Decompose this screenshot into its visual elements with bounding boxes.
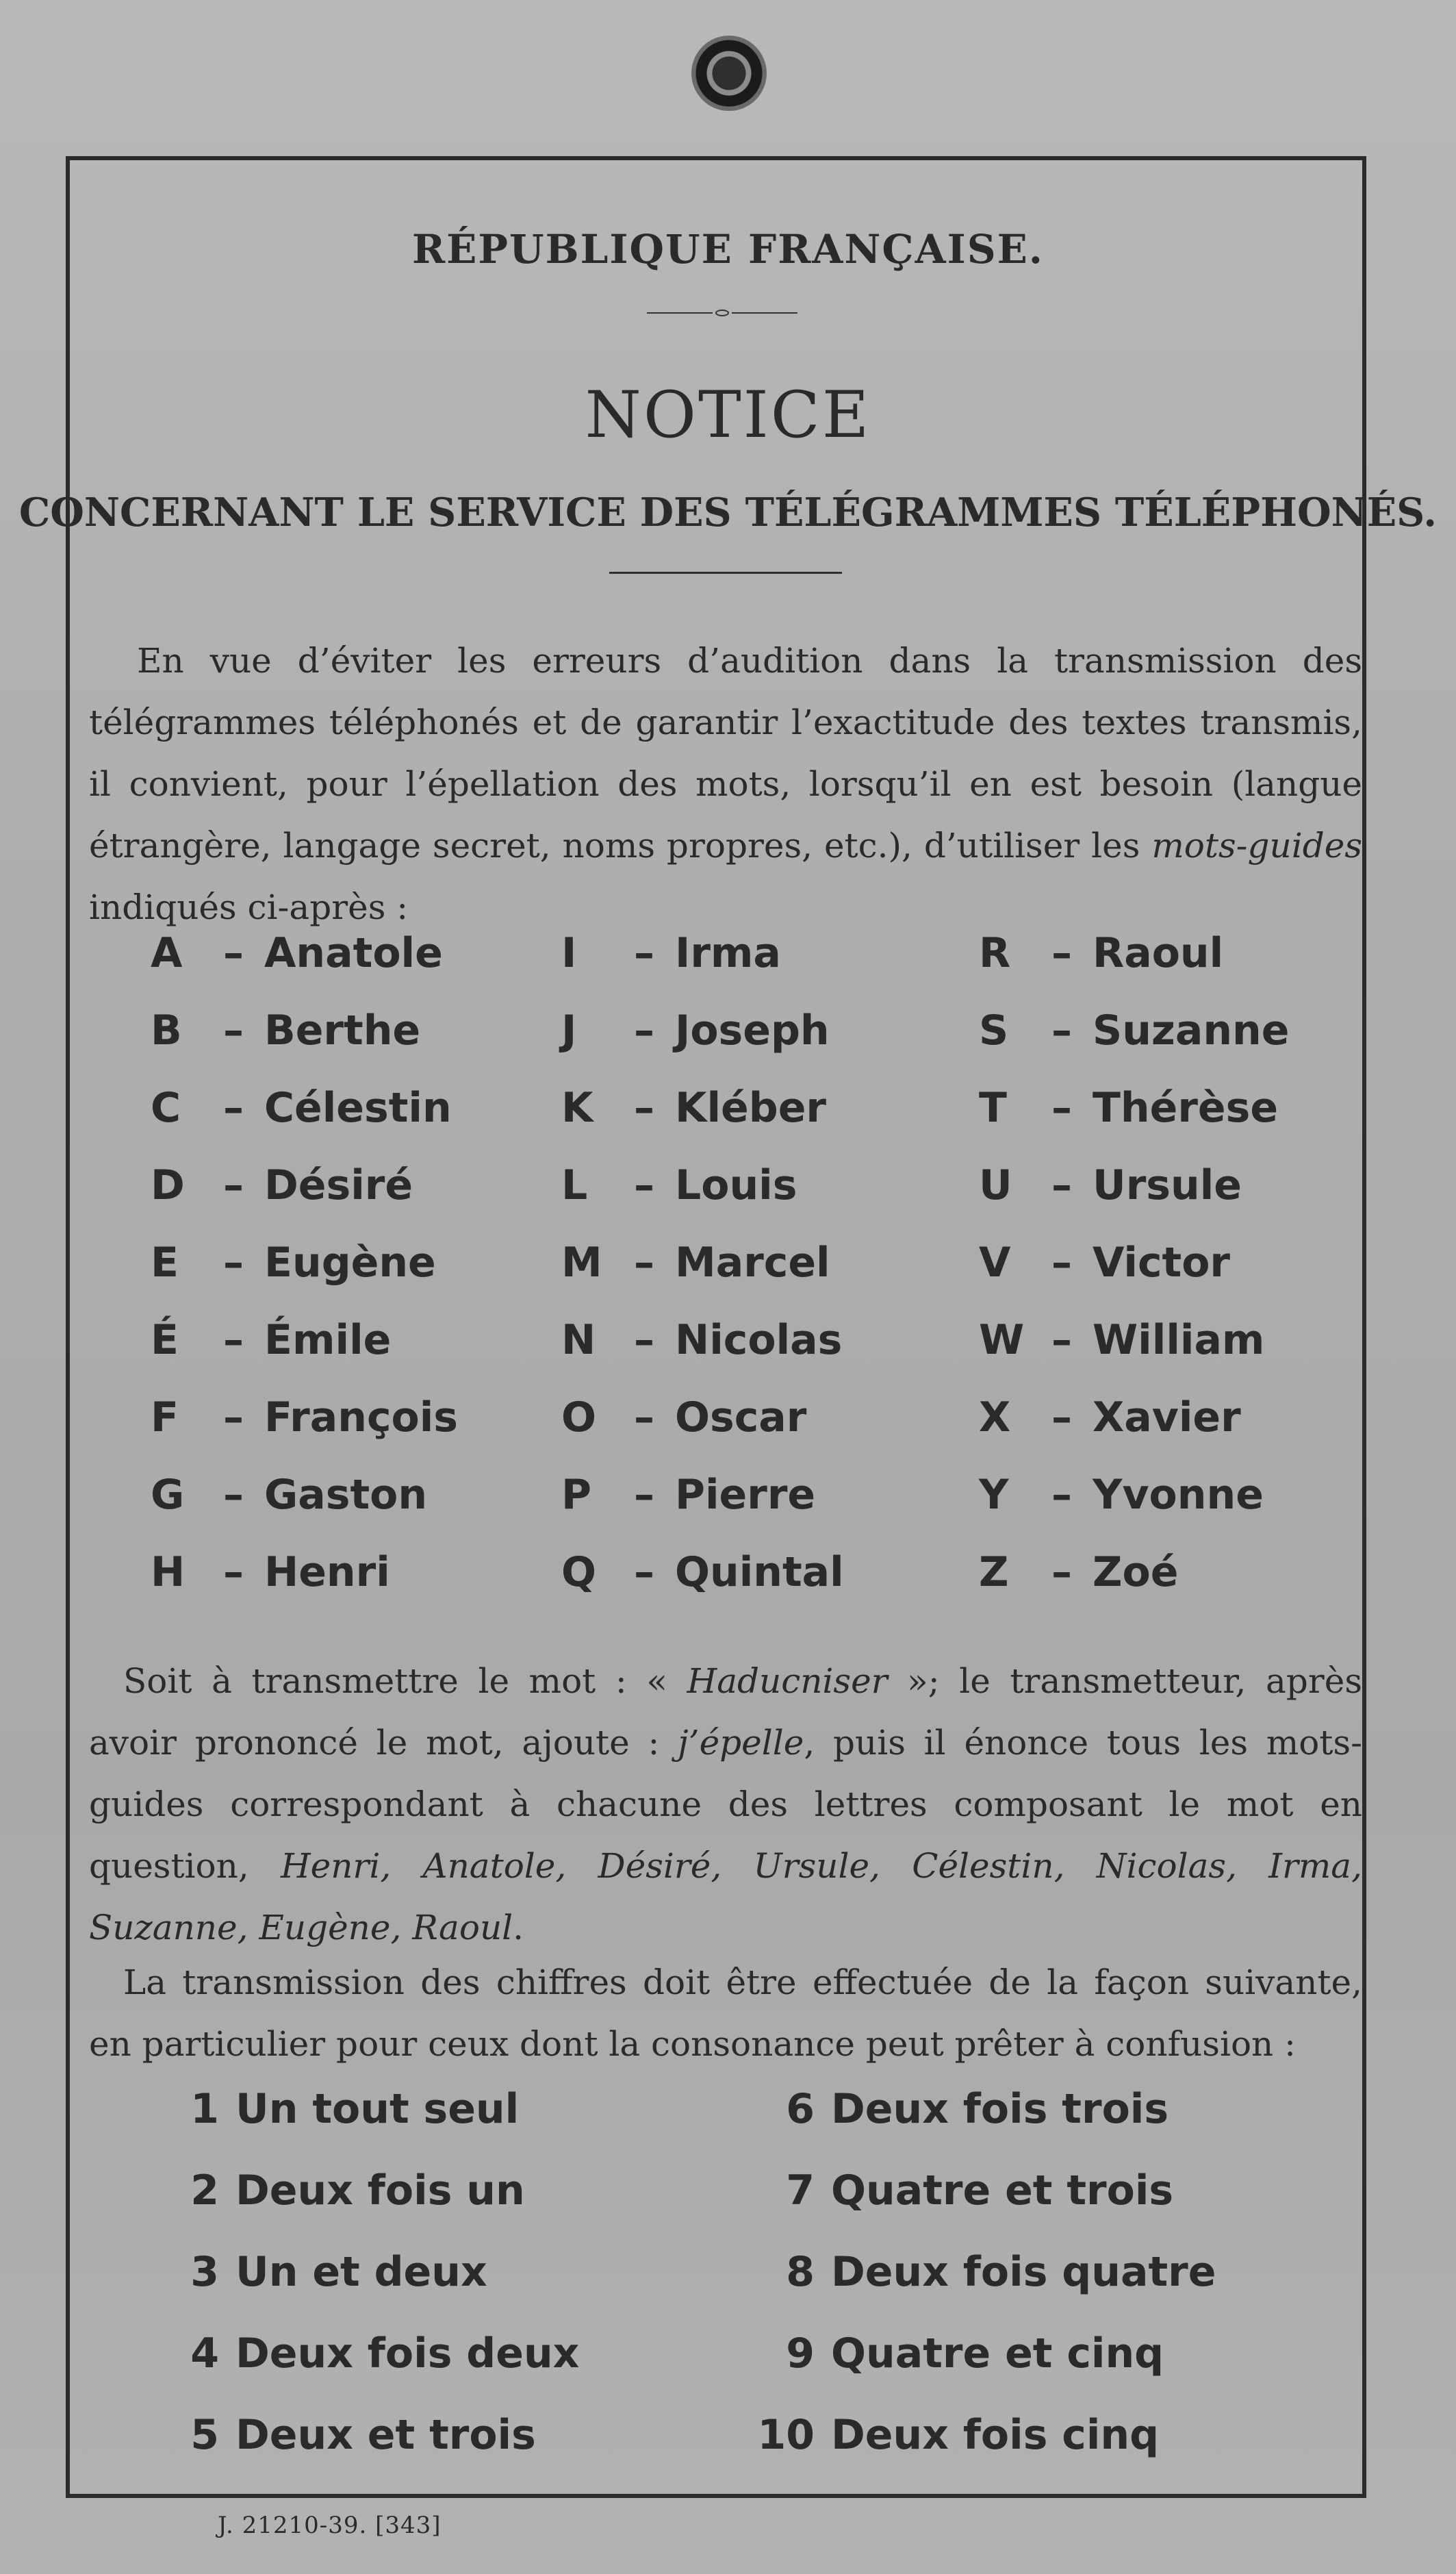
number-digit: 2 [190,2167,219,2215]
alphabet-entry [979,1161,1289,1239]
entry-word: Anatole [264,929,443,977]
entry-letter: Q [561,1548,597,1596]
entry-letter: V [979,1239,1011,1287]
entry-letter: S [979,1007,1009,1055]
entry-dash: – [634,929,654,977]
entry-dash: – [223,1316,244,1364]
entry-dash: – [223,1161,244,1209]
number-text: Un et deux [235,2248,487,2296]
alphabet-entry [979,1084,1289,1161]
number-digit: 1 [190,2085,219,2133]
alphabet-entry [561,1084,844,1161]
entry-letter: G [151,1471,185,1519]
number-text: Quatre et trois [831,2167,1174,2215]
entry-letter: W [979,1316,1025,1364]
number-entry [753,2411,1216,2493]
intro-italic: mots-guides [1151,826,1362,866]
alphabet-entry [561,929,844,1007]
entry-letter: R [979,929,1011,977]
entry-dash: – [223,1007,244,1055]
alphabet-entry [151,1084,458,1161]
number-text: Quatre et cinq [831,2330,1164,2377]
entry-dash: – [1051,1471,1072,1519]
entry-dash: – [1051,1393,1072,1441]
entry-letter: I [561,929,577,977]
number-entry [157,2330,579,2411]
entry-letter: L [561,1161,588,1209]
example-text-2: »; le transmetteur, après avoir prononcé le mot, ajoute : [89,1661,1362,1763]
number-text: Deux fois cinq [831,2411,1160,2459]
number-digit: 8 [786,2248,815,2296]
entry-word: Raoul [1093,929,1224,977]
alphabet-entry [979,1007,1289,1084]
entry-letter: Z [979,1548,1009,1596]
entry-letter: A [151,929,183,977]
entry-letter: N [561,1316,596,1364]
entry-letter: M [561,1239,602,1287]
entry-dash: – [1051,1161,1072,1209]
number-text: Deux fois deux [235,2330,580,2377]
number-digit: 4 [190,2330,219,2377]
number-text: Deux fois quatre [831,2248,1216,2296]
intro-text-after: indiqués ci-après : [89,887,409,927]
entry-dash: – [223,1548,244,1596]
number-text: Deux fois un [235,2167,525,2215]
alphabet-entry [151,1239,458,1316]
punch-hole [691,36,767,111]
republic-heading: RÉPUBLIQUE FRANÇAISE. [411,226,1045,273]
entry-dash: – [634,1548,654,1596]
entry-word: Joseph [675,1007,830,1055]
alphabet-entry [151,1393,458,1471]
entry-dash: – [1051,929,1072,977]
number-digit: 5 [190,2411,219,2459]
entry-word: Suzanne [1093,1007,1290,1055]
entry-letter: Y [979,1471,1009,1519]
intro-text-before: En vue d’éviter les erreurs d’audition dans la transmission des télégrammes téléphonés et de garantir l’exactitude des textes transmis, il convient, pour l’épellation des mots, lorsqu’il en est besoin (langue étrangère, langage secret, noms propres, etc.), d’utiliser les [89,641,1362,866]
entry-word: Eugène [264,1239,436,1287]
alphabet-column-3 [979,929,1289,1626]
entry-letter: B [151,1007,182,1055]
entry-dash: – [1051,1316,1072,1364]
entry-word: Célestin [264,1084,452,1132]
entry-letter: U [979,1161,1012,1209]
number-text: Deux fois trois [831,2085,1169,2133]
entry-dash: – [634,1007,654,1055]
alphabet-entry [561,1393,844,1471]
number-text: Deux et trois [235,2411,536,2459]
example-text-1: Soit à transmettre le mot : « [123,1661,687,1701]
number-digit: 9 [786,2330,815,2377]
number-digit: 6 [786,2085,815,2133]
entry-letter: O [561,1393,597,1441]
entry-letter: E [151,1239,179,1287]
example-jepelle: j’épelle [678,1723,804,1763]
entry-word: Berthe [264,1007,421,1055]
alphabet-entry [979,1471,1289,1548]
entry-letter: J [561,1007,577,1055]
entry-dash: – [223,1084,244,1132]
entry-word: Xavier [1093,1393,1241,1441]
number-digit: 7 [786,2167,815,2215]
entry-dash: – [1051,1084,1072,1132]
entry-word: Yvonne [1093,1471,1264,1519]
page-subtitle: CONCERNANT LE SERVICE DES TÉLÉGRAMMES TÉLÉPHONÉS. [18,490,1438,535]
alphabet-entry [979,1393,1289,1471]
entry-letter: F [151,1393,179,1441]
entry-dash: – [1051,1548,1072,1596]
digits-intro-paragraph: La transmission des chiffres doit être effectuée de la façon suivante, en particulier pour ceux dont la consonance peut prêter à confusion : [89,1963,1362,2064]
number-digit: 3 [190,2248,219,2296]
number-text: Un tout seul [235,2085,520,2133]
numbers-column-1 [157,2085,579,2493]
alphabet-entry [561,1007,844,1084]
entry-word: Zoé [1093,1548,1179,1596]
ornament-divider [647,308,797,318]
alphabet-entry [151,1548,458,1626]
alphabet-entry [561,1161,844,1239]
entry-letter: C [151,1084,181,1132]
entry-word: Louis [675,1161,797,1209]
number-entry [753,2085,1216,2167]
example-word: Haducniser [687,1661,888,1701]
number-entry [157,2085,579,2167]
alphabet-entry [979,1548,1289,1626]
spelling-alphabet [151,929,1383,1635]
numbers-column-2 [753,2085,1216,2493]
entry-word: Ursule [1093,1161,1242,1209]
entry-word: Marcel [675,1239,830,1287]
entry-dash: – [223,1239,244,1287]
entry-word: Pierre [675,1471,816,1519]
example-paragraph [89,1650,1362,1958]
number-entry [753,2330,1216,2411]
entry-word: Désiré [264,1161,413,1209]
entry-dash: – [1051,1239,1072,1287]
entry-word: William [1093,1316,1265,1364]
intro-paragraph [89,630,1362,938]
entry-dash: – [223,1471,244,1519]
alphabet-entry [979,1239,1289,1316]
alphabet-entry [151,1471,458,1548]
entry-dash: – [223,929,244,977]
entry-word: Quintal [675,1548,844,1596]
entry-dash: – [634,1161,654,1209]
number-entry [157,2248,579,2330]
page-title: NOTICE [585,378,871,453]
ornament-line-right [732,312,797,314]
entry-dash: – [223,1393,244,1441]
alphabet-entry [561,1471,844,1548]
entry-word: François [264,1393,459,1441]
entry-word: Gaston [264,1471,428,1519]
alphabet-entry [561,1316,844,1393]
number-entry [157,2167,579,2248]
number-digit: 10 [757,2411,815,2459]
number-words-list [157,2085,1390,2496]
entry-word: Kléber [675,1084,826,1132]
entry-word: Émile [264,1316,392,1364]
title-rule [609,572,842,574]
alphabet-column-2 [561,929,844,1626]
alphabet-entry [151,929,458,1007]
alphabet-entry [979,1316,1289,1393]
entry-letter: É [151,1316,179,1364]
entry-word: Irma [675,929,781,977]
alphabet-entry [151,1007,458,1084]
alphabet-column-1 [151,929,458,1626]
entry-letter: P [561,1471,591,1519]
entry-word: Nicolas [675,1316,843,1364]
alphabet-entry [561,1239,844,1316]
ornament-line-left [647,312,713,314]
number-entry [157,2411,579,2493]
entry-letter: H [151,1548,186,1596]
entry-word: Oscar [675,1393,807,1441]
entry-dash: – [634,1471,654,1519]
entry-dash: – [634,1084,654,1132]
entry-word: Thérèse [1093,1084,1279,1132]
entry-word: Henri [264,1548,390,1596]
entry-letter: X [979,1393,1011,1441]
number-entry [753,2167,1216,2248]
example-text-3: , puis il énonce tous les mots-guides correspondant à chacune des lettres composant le mot en question, [89,1723,1362,1886]
example-sequence: Henri, Anatole, Désiré, Ursule, Célestin, Nicolas, Irma, Suzanne, Eugène, Raoul [89,1846,1363,1947]
entry-letter: D [151,1161,185,1209]
alphabet-entry [979,929,1289,1007]
example-text-4: . [513,1908,524,1947]
ornament-dot [715,310,729,316]
entry-word: Victor [1093,1239,1231,1287]
entry-dash: – [634,1393,654,1441]
print-reference: J. 21210-39. [343] [218,2512,442,2539]
entry-dash: – [1051,1007,1072,1055]
entry-letter: K [561,1084,593,1132]
alphabet-entry [561,1548,844,1626]
entry-letter: T [979,1084,1007,1132]
number-entry [753,2248,1216,2330]
entry-dash: – [634,1239,654,1287]
alphabet-entry [151,1161,458,1239]
alphabet-entry [151,1316,458,1393]
entry-dash: – [634,1316,654,1364]
